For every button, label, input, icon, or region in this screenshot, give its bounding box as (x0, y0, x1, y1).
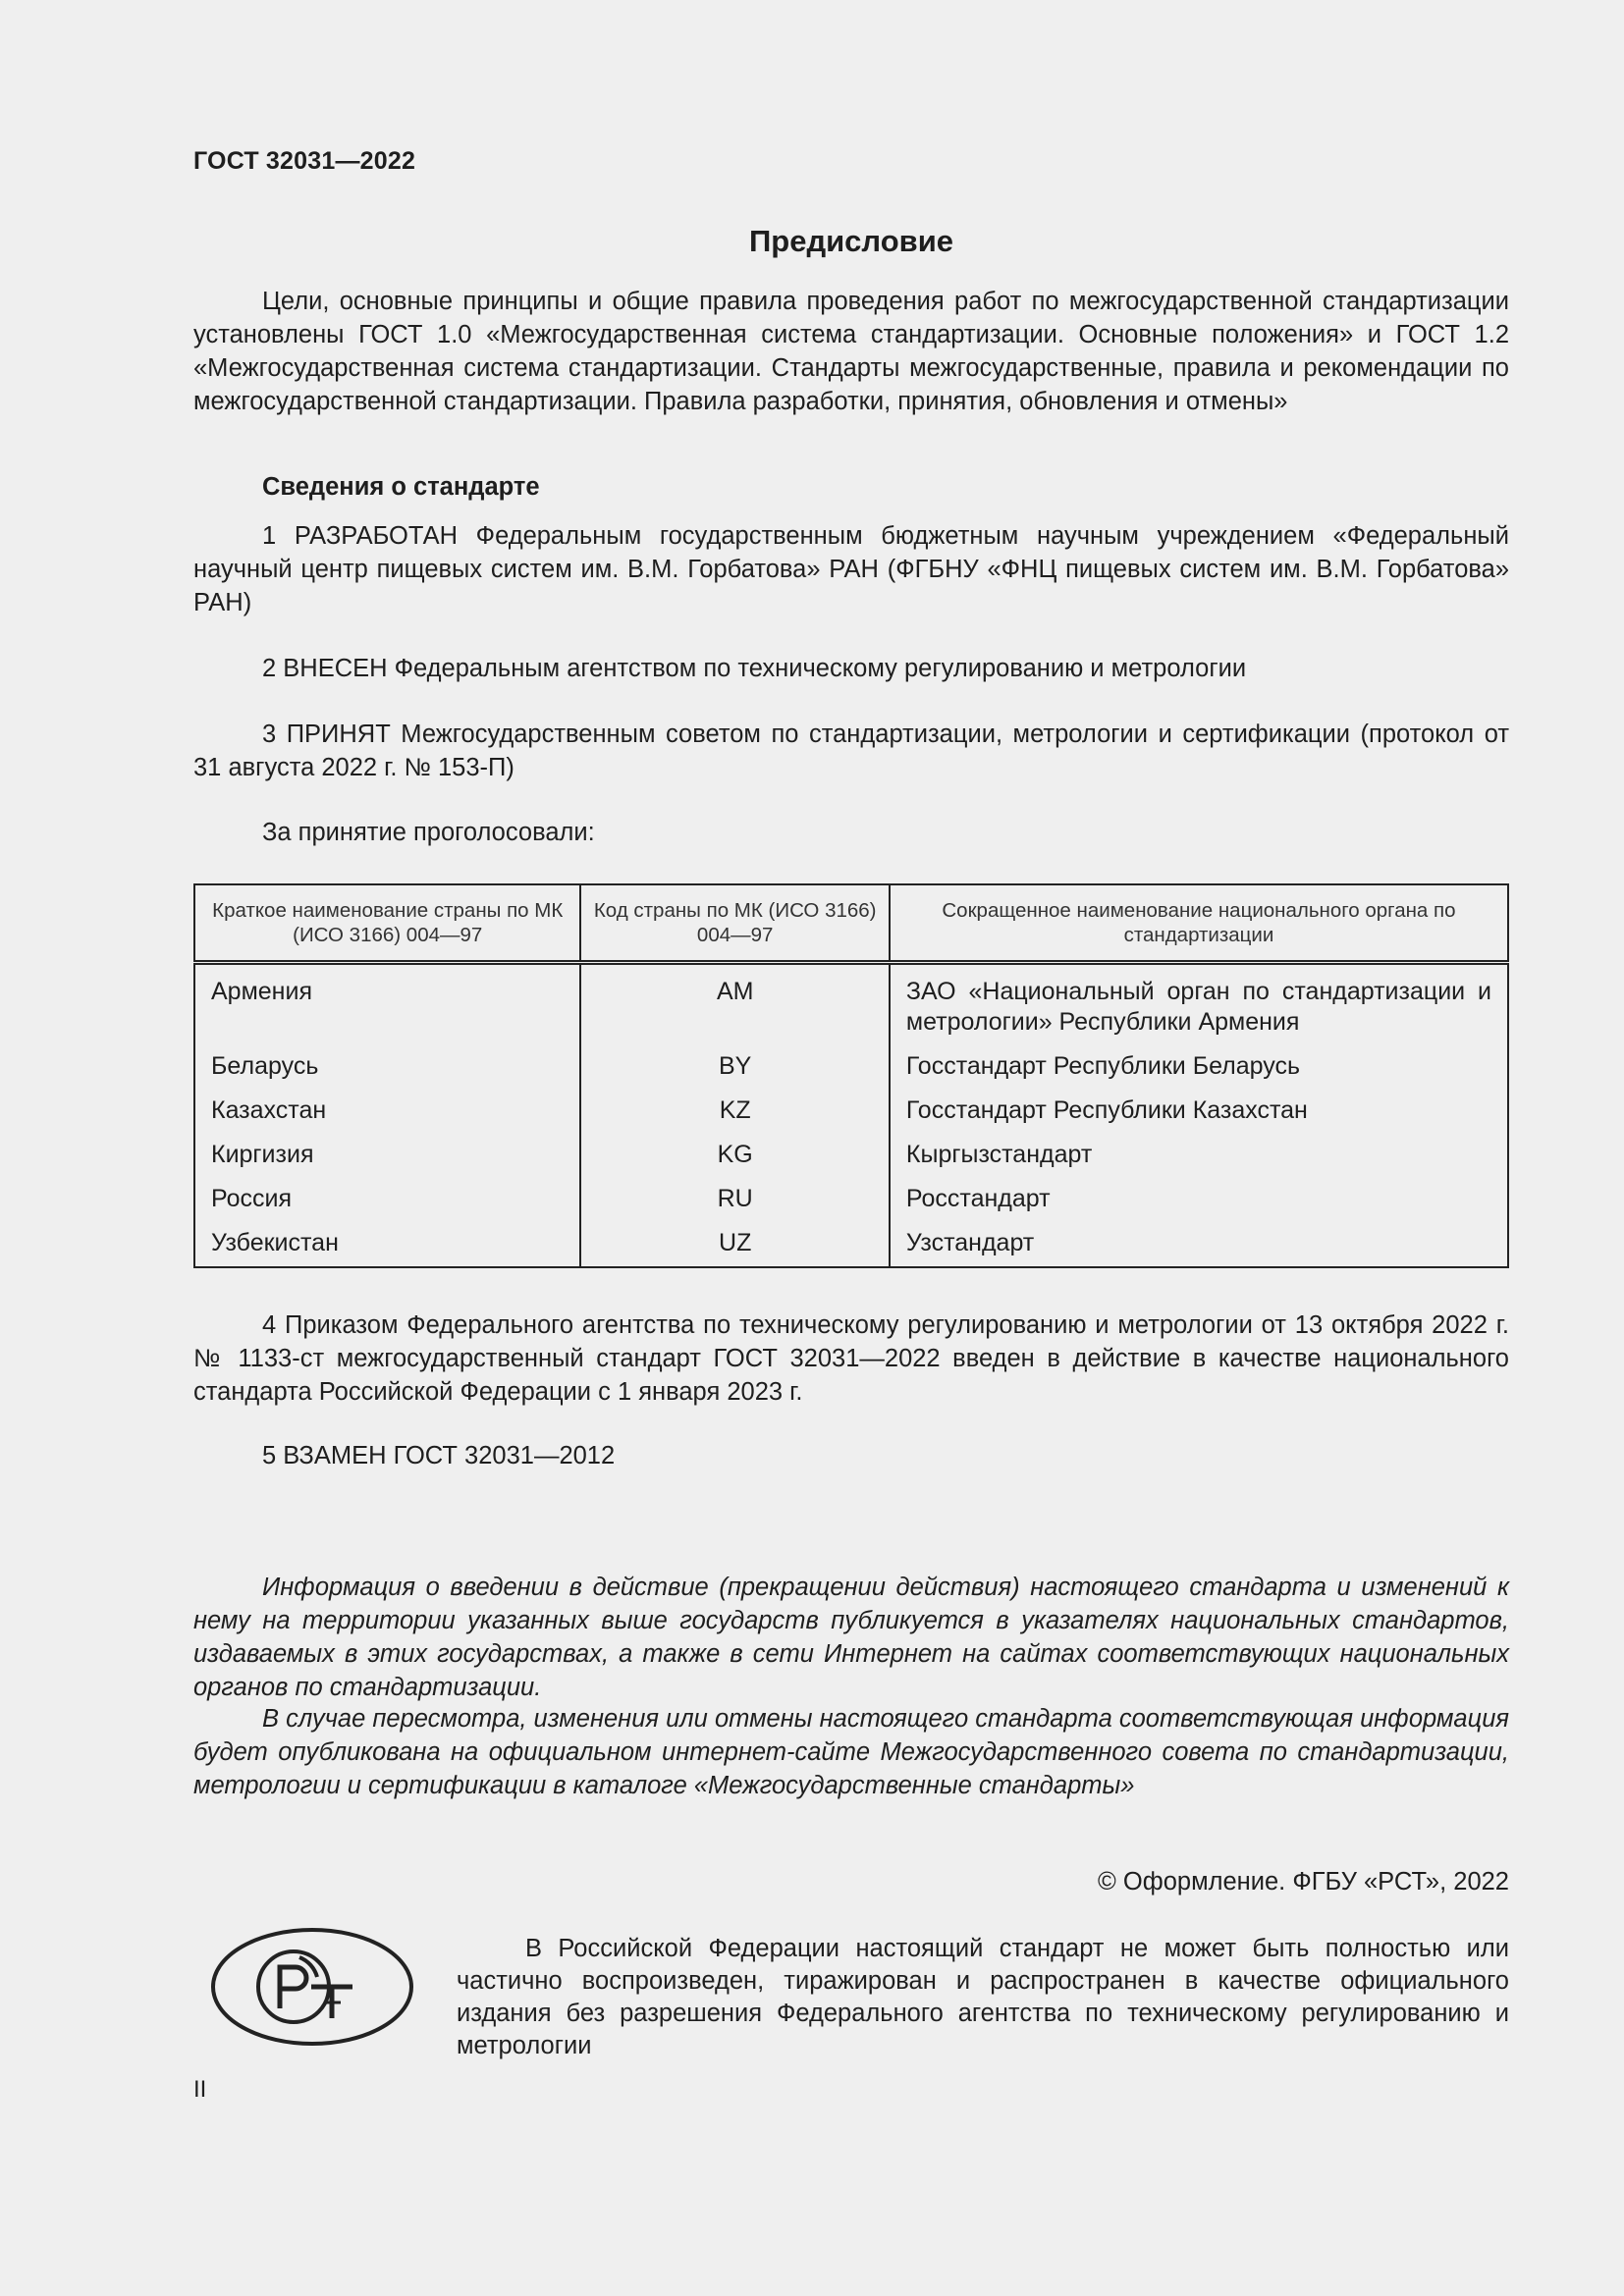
rst-logo-icon (209, 1926, 415, 2054)
org-cell: Кыргызстандарт (890, 1134, 1508, 1178)
header-org: Сокращенное наименование национального органа по стандартизации (890, 884, 1508, 963)
country-cell: Узбекистан (194, 1222, 580, 1267)
intro-paragraph: Цели, основные принципы и общие правила проведения работ по межгосударственной стандартизации установлены ГОСТ 1.0 «Межгосударственная система стандартизации. Основные положения» и ГОСТ 1.2 «Межгосударственная система стандартизации. Стандарты межгосударственные, правила и рекомендации по межгосударственной стандартизации. Правила разработки, принятия, обновления и отмены» (193, 288, 1509, 415)
item-replaces: 5 ВЗАМЕН ГОСТ 32031—2012 (262, 1442, 616, 1469)
table-row (194, 1178, 1508, 1222)
voting-countries-table (193, 883, 1509, 1268)
table-row (194, 1222, 1508, 1267)
org-cell: ЗАО «Национальный орган по стандартизации и метрологии» Республики Армения (890, 963, 1508, 1046)
code-cell: KG (580, 1134, 889, 1178)
item-developed: 1 РАЗРАБОТАН Федеральным государственным бюджетным научным учреждением «Федеральный научный центр пищевых систем им. В.М. Горбатова» РАН (ФГБНУ «ФНЦ пищевых систем им. В.М. Горбатова» РАН) (193, 522, 1509, 616)
document-code: ГОСТ 32031—2022 (193, 147, 416, 175)
org-cell: Росстандарт (890, 1178, 1508, 1222)
org-cell: Узстандарт (890, 1222, 1508, 1267)
country-cell: Беларусь (194, 1045, 580, 1090)
code-cell: AM (580, 963, 889, 1046)
table-row (194, 1134, 1508, 1178)
table-header-row (194, 884, 1508, 963)
code-cell: KZ (580, 1090, 889, 1134)
table-row (194, 1045, 1508, 1090)
table-row (194, 1090, 1508, 1134)
country-cell: Казахстан (194, 1090, 580, 1134)
country-cell: Россия (194, 1178, 580, 1222)
code-cell: BY (580, 1045, 889, 1090)
page-number: II (193, 2076, 207, 2103)
item-introduced: 2 ВНЕСЕН Федеральным агентством по техническому регулированию и метрологии (262, 655, 1247, 682)
code-cell: RU (580, 1178, 889, 1222)
item-adopted: 3 ПРИНЯТ Межгосударственным советом по стандартизации, метрологии и сертификации (протокол от 31 августа 2022 г. № 153-П) (193, 721, 1509, 781)
code-cell: UZ (580, 1222, 889, 1267)
copyright-line: © Оформление. ФГБУ «РСТ», 2022 (1098, 1868, 1509, 1896)
table-row (194, 963, 1508, 1046)
info-heading: Сведения о стандарте (262, 473, 540, 501)
org-cell: Госстандарт Республики Казахстан (890, 1090, 1508, 1134)
page-title: Предисловие (748, 224, 953, 258)
voted-label: За принятие проголосовали: (262, 819, 595, 846)
header-code: Код страны по МК (ИСО 3166) 004—97 (580, 884, 889, 963)
reproduction-notice: В Российской Федерации настоящий стандарт не может быть полностью или частично воспроизведен, тиражирован и распространен в качестве официального издания без разрешения Федерального агентства по техническому регулированию и метрологии (457, 1935, 1509, 2059)
revision-note: В случае пересмотра, изменения или отмены настоящего стандарта соответствующая информация будет опубликована на официальном интернет-сайте Межгосударственного совета по стандартизации, метрологии и сертификации в каталоге «Межгосударственные стандарты» (193, 1705, 1509, 1799)
item-order: 4 Приказом Федерального агентства по техническому регулированию и метрологии от 13 октября 2022 г. № 1133-ст межгосударственный стандарт ГОСТ 32031—2022 введен в действие в качестве национального стандарта Российской Федерации с 1 января 2023 г. (193, 1311, 1509, 1406)
header-country: Краткое наименование страны по МК (ИСО 3166) 004—97 (194, 884, 580, 963)
country-cell: Армения (194, 963, 580, 1046)
info-note: Информация о введении в действие (прекращении действия) настоящего стандарта и изменений к нему на территории указанных выше государств публикуется в указателях национальных стандартов, издаваемых в этих государствах, а также в сети Интернет на сайтах соответствующих национальных органов по стандартизации. (193, 1574, 1509, 1701)
org-cell: Госстандарт Республики Беларусь (890, 1045, 1508, 1090)
country-cell: Киргизия (194, 1134, 580, 1178)
